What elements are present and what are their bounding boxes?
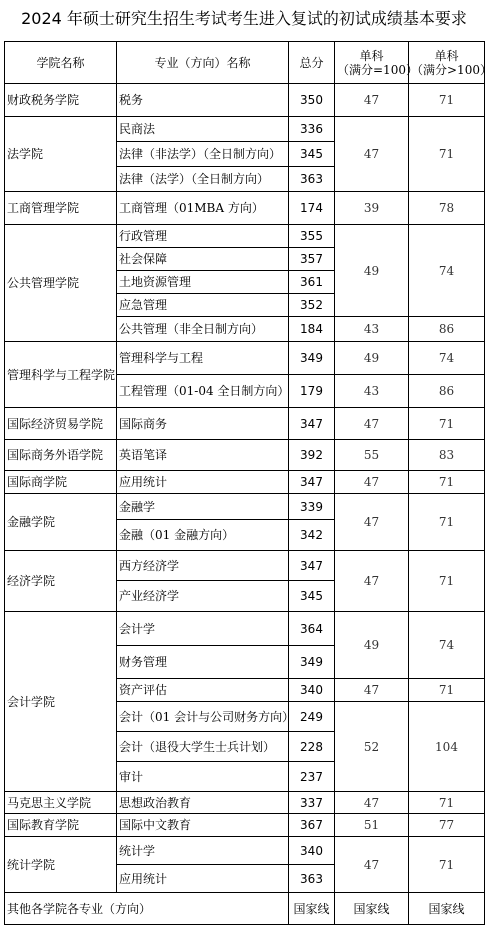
single-100-cell: 43: [335, 375, 409, 408]
total-cell: 340: [289, 837, 335, 865]
major-cell: 行政管理: [117, 225, 289, 248]
table-row: [5, 440, 485, 471]
single-100-cell: 47: [335, 471, 409, 494]
major-cell: 公共管理（非全日制方向）: [117, 317, 289, 342]
major-cell: 管理科学与工程: [117, 342, 289, 375]
table-row: [5, 494, 485, 520]
total-cell: 345: [289, 581, 335, 612]
college-cell: 国际商务外语学院: [5, 440, 117, 471]
major-cell: 工程管理（01-04 全日制方向）: [117, 375, 289, 408]
table-row: [5, 192, 485, 225]
college-cell: 马克思主义学院: [5, 792, 117, 814]
single-over-100-cell: 71: [409, 84, 485, 117]
total-cell: 392: [289, 440, 335, 471]
single-over-100-cell: 71: [409, 551, 485, 612]
single-100-cell: 49: [335, 342, 409, 375]
single-over-100-cell: 74: [409, 225, 485, 317]
footer-label: 其他各学院各专业（方向）: [5, 893, 289, 925]
total-cell: 337: [289, 792, 335, 814]
major-cell: 会计学: [117, 612, 289, 646]
table-row: [5, 792, 485, 814]
college-cell: 金融学院: [5, 494, 117, 551]
single-100-cell: 47: [335, 408, 409, 440]
college-cell: 法学院: [5, 117, 117, 192]
total-cell: 355: [289, 225, 335, 248]
major-cell: 产业经济学: [117, 581, 289, 612]
header-row: [5, 42, 485, 84]
major-cell: 会计（退役大学生士兵计划）: [117, 732, 289, 762]
header-major: 专业（方向）名称: [117, 42, 289, 84]
single-100-cell: 47: [335, 84, 409, 117]
total-cell: 367: [289, 814, 335, 837]
total-cell: 179: [289, 375, 335, 408]
major-cell: 审计: [117, 762, 289, 792]
total-cell: 345: [289, 142, 335, 167]
single-over-100-cell: 83: [409, 440, 485, 471]
total-cell: 361: [289, 271, 335, 294]
major-cell: 国际商务: [117, 408, 289, 440]
major-cell: 应急管理: [117, 294, 289, 317]
major-cell: 法律（法学）（全日制方向）: [117, 167, 289, 192]
single-over-100-cell: 104: [409, 702, 485, 792]
major-cell: 思想政治教育: [117, 792, 289, 814]
page-title: 2024 年硕士研究生招生考试考生进入复试的初试成绩基本要求: [21, 9, 467, 28]
header-total: 总分: [289, 42, 335, 84]
single-over-100-cell: 77: [409, 814, 485, 837]
footer-single-over-100: 国家线: [409, 893, 485, 925]
table-row: [5, 814, 485, 837]
header-college: 学院名称: [5, 42, 117, 84]
total-cell: 174: [289, 192, 335, 225]
table-row: [5, 837, 485, 865]
single-over-100-cell: 86: [409, 375, 485, 408]
total-cell: 347: [289, 551, 335, 581]
footer-single-100: 国家线: [335, 893, 409, 925]
major-cell: 税务: [117, 84, 289, 117]
single-over-100-cell: 71: [409, 679, 485, 702]
total-cell: 342: [289, 520, 335, 551]
header-single-100: 单科 （满分=100）: [335, 42, 409, 84]
total-cell: 339: [289, 494, 335, 520]
major-cell: 会计（01 会计与公司财务方向）: [117, 702, 289, 732]
major-cell: 法律（非法学）（全日制方向）: [117, 142, 289, 167]
table-row: [5, 408, 485, 440]
college-cell: 经济学院: [5, 551, 117, 612]
major-cell: 应用统计: [117, 471, 289, 494]
single-100-cell: 47: [335, 792, 409, 814]
total-cell: 364: [289, 612, 335, 646]
major-cell: 民商法: [117, 117, 289, 142]
table-row: [5, 612, 485, 646]
single-100-cell: 47: [335, 494, 409, 551]
footer-total: 国家线: [289, 893, 335, 925]
total-cell: 184: [289, 317, 335, 342]
total-cell: 363: [289, 865, 335, 893]
single-over-100-cell: 86: [409, 317, 485, 342]
single-100-cell: 47: [335, 679, 409, 702]
total-cell: 363: [289, 167, 335, 192]
single-over-100-cell: 71: [409, 471, 485, 494]
total-cell: 347: [289, 471, 335, 494]
single-over-100-cell: 71: [409, 837, 485, 893]
college-cell: 国际商学院: [5, 471, 117, 494]
total-cell: 350: [289, 84, 335, 117]
college-cell: 财政税务学院: [5, 84, 117, 117]
single-over-100-cell: 78: [409, 192, 485, 225]
major-cell: 金融（01 金融方向）: [117, 520, 289, 551]
major-cell: 应用统计: [117, 865, 289, 893]
major-cell: 国际中文教育: [117, 814, 289, 837]
single-100-cell: 52: [335, 702, 409, 792]
college-cell: 管理科学与工程学院: [5, 342, 117, 408]
major-cell: 西方经济学: [117, 551, 289, 581]
total-cell: 349: [289, 342, 335, 375]
college-cell: 工商管理学院: [5, 192, 117, 225]
footer-row: [5, 893, 485, 925]
major-cell: 土地资源管理: [117, 271, 289, 294]
major-cell: 金融学: [117, 494, 289, 520]
total-cell: 237: [289, 762, 335, 792]
table-row: [5, 342, 485, 375]
major-cell: 社会保障: [117, 248, 289, 271]
total-cell: 340: [289, 679, 335, 702]
major-cell: 统计学: [117, 837, 289, 865]
single-over-100-cell: 71: [409, 117, 485, 192]
table-row: [5, 117, 485, 142]
single-100-cell: 43: [335, 317, 409, 342]
total-cell: 357: [289, 248, 335, 271]
total-cell: 347: [289, 408, 335, 440]
single-100-cell: 39: [335, 192, 409, 225]
single-100-cell: 47: [335, 551, 409, 612]
single-over-100-cell: 71: [409, 792, 485, 814]
single-over-100-cell: 74: [409, 612, 485, 679]
single-100-cell: 47: [335, 837, 409, 893]
single-100-cell: 49: [335, 225, 409, 317]
single-over-100-cell: 74: [409, 342, 485, 375]
college-cell: 国际经济贸易学院: [5, 408, 117, 440]
single-over-100-cell: 71: [409, 408, 485, 440]
single-100-cell: 49: [335, 612, 409, 679]
college-cell: 国际教育学院: [5, 814, 117, 837]
table-row: [5, 225, 485, 248]
major-cell: 英语笔译: [117, 440, 289, 471]
header-single-over-100: 单科 （满分>100）: [409, 42, 485, 84]
total-cell: 336: [289, 117, 335, 142]
single-100-cell: 51: [335, 814, 409, 837]
college-cell: 会计学院: [5, 612, 117, 792]
score-requirements-table: [4, 41, 492, 925]
total-cell: 349: [289, 646, 335, 679]
single-100-cell: 55: [335, 440, 409, 471]
single-100-cell: 47: [335, 117, 409, 192]
major-cell: 财务管理: [117, 646, 289, 679]
major-cell: 资产评估: [117, 679, 289, 702]
table-row: [5, 84, 485, 117]
total-cell: 352: [289, 294, 335, 317]
table-row: [5, 471, 485, 494]
college-cell: 统计学院: [5, 837, 117, 893]
single-over-100-cell: 71: [409, 494, 485, 551]
table-row: [5, 551, 485, 581]
total-cell: 249: [289, 702, 335, 732]
college-cell: 公共管理学院: [5, 225, 117, 342]
major-cell: 工商管理（01MBA 方向）: [117, 192, 289, 225]
total-cell: 228: [289, 732, 335, 762]
